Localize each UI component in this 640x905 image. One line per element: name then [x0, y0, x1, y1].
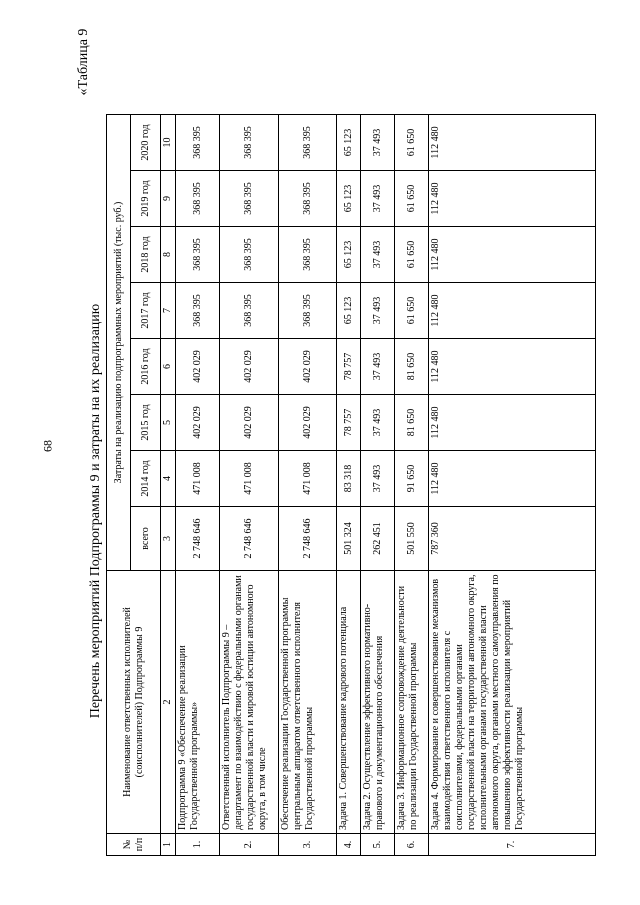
row-name: Задача 2. Осуществление эффективного нормативно-правового и документационного обеспечения [361, 571, 395, 834]
row-value: 65 123 [337, 171, 361, 227]
row-value: 368 395 [176, 114, 220, 170]
row-value: 402 029 [220, 339, 279, 395]
row-value: 78 757 [337, 339, 361, 395]
row-total: 262 451 [361, 507, 395, 571]
row-value: 112 480 [429, 451, 596, 507]
row-value: 37 493 [361, 451, 395, 507]
row-total: 2 748 646 [176, 507, 220, 571]
row-value: 368 395 [220, 283, 279, 339]
row-value: 78 757 [337, 395, 361, 451]
row-value: 81 650 [395, 395, 429, 451]
row-value: 368 395 [220, 171, 279, 227]
header-name: Наименование ответственных исполнителей (соисполнителей) Подпрограммы 9 [107, 571, 161, 834]
row-value: 368 395 [220, 114, 279, 170]
row-value: 368 395 [176, 227, 220, 283]
row-value: 402 029 [176, 395, 220, 451]
row-value: 402 029 [279, 395, 337, 451]
row-value: 65 123 [337, 114, 361, 170]
column-number-row [161, 114, 176, 855]
row-number: 1. [176, 834, 220, 856]
row-value: 61 650 [395, 114, 429, 170]
row-number: 6. [395, 834, 429, 856]
row-value: 83 318 [337, 451, 361, 507]
header-year: 2019 год [131, 171, 161, 227]
document-title: Перечень мероприятий Подпрограммы 9 и затраты на их реализацию [88, 303, 103, 719]
header-year: 2016 год [131, 339, 161, 395]
header-year: 2017 год [131, 283, 161, 339]
column-number: 10 [161, 114, 176, 170]
header-costs: Затраты на реализацию подпрограммных мероприятий (тыс. руб.) [107, 114, 131, 570]
table-row [220, 114, 279, 855]
rotated-table-wrapper [106, 115, 596, 856]
row-value: 368 395 [279, 227, 337, 283]
row-value: 112 480 [429, 114, 596, 170]
row-value: 37 493 [361, 339, 395, 395]
column-number: 8 [161, 227, 176, 283]
header-year: 2015 год [131, 395, 161, 451]
row-value: 368 395 [176, 283, 220, 339]
row-value: 65 123 [337, 283, 361, 339]
row-name: Задача 4. Формирование и совершенствование механизмов взаимодействия ответственного исполнителя с соисполнителями, федеральными органами государственной власти на территории автономного округа, исполнительными органами государственной власти автономного округа, органами местного самоуправления по повышению эффективности реализации мероприятий Государственной программы [429, 571, 596, 834]
row-value: 112 480 [429, 395, 596, 451]
row-number: 2. [220, 834, 279, 856]
header-year: 2020 год [131, 114, 161, 170]
row-value: 61 650 [395, 283, 429, 339]
row-value: 37 493 [361, 114, 395, 170]
header-row-1 [107, 114, 131, 855]
table-row [361, 114, 395, 855]
row-value: 402 029 [220, 395, 279, 451]
column-number: 2 [161, 571, 176, 834]
row-value: 471 008 [279, 451, 337, 507]
column-number: 7 [161, 283, 176, 339]
row-total: 2 748 646 [279, 507, 337, 571]
table-row [395, 114, 429, 855]
table-label: «Таблица 9 [76, 28, 91, 96]
column-number: 1 [161, 834, 176, 856]
column-number: 6 [161, 339, 176, 395]
costs-table [106, 114, 596, 856]
row-value: 61 650 [395, 171, 429, 227]
row-value: 61 650 [395, 227, 429, 283]
column-number: 9 [161, 171, 176, 227]
row-value: 112 480 [429, 227, 596, 283]
column-number: 5 [161, 395, 176, 451]
row-value: 368 395 [279, 114, 337, 170]
row-value: 368 395 [176, 171, 220, 227]
row-name: Задача 1. Совершенствование кадрового потенциала [337, 571, 361, 834]
header-num: № п/п [107, 834, 161, 856]
row-value: 91 650 [395, 451, 429, 507]
row-value: 37 493 [361, 283, 395, 339]
row-value: 368 395 [279, 171, 337, 227]
row-value: 37 493 [361, 227, 395, 283]
header-total: всего [131, 507, 161, 571]
row-value: 402 029 [176, 339, 220, 395]
row-total: 2 748 646 [220, 507, 279, 571]
row-value: 471 008 [220, 451, 279, 507]
row-value: 37 493 [361, 171, 395, 227]
row-total: 501 550 [395, 507, 429, 571]
row-number: 3. [279, 834, 337, 856]
header-year: 2014 год [131, 451, 161, 507]
table-row [337, 114, 361, 855]
row-total: 501 324 [337, 507, 361, 571]
table-row [176, 114, 220, 855]
header-year: 2018 год [131, 227, 161, 283]
row-value: 471 008 [176, 451, 220, 507]
row-value: 81 650 [395, 339, 429, 395]
row-number: 7. [429, 834, 596, 856]
row-value: 368 395 [220, 227, 279, 283]
row-name: Ответственный исполнитель Подпрограммы 9 – департамент по взаимодействию с федеральными органами государственной власти и мировой юстиции автономного округа, в том числе [220, 571, 279, 834]
row-value: 112 480 [429, 339, 596, 395]
row-value: 402 029 [279, 339, 337, 395]
row-value: 37 493 [361, 395, 395, 451]
row-value: 368 395 [279, 283, 337, 339]
column-number: 4 [161, 451, 176, 507]
row-number: 4. [337, 834, 361, 856]
page-number: 68 [40, 440, 55, 452]
column-number: 3 [161, 507, 176, 571]
row-value: 112 480 [429, 171, 596, 227]
row-name: Обеспечение реализации Государственной программы центральным аппаратом ответственного исполнителя Государственной программы [279, 571, 337, 834]
row-value: 112 480 [429, 283, 596, 339]
row-name: Задача 3. Информационное сопровождение деятельности по реализации Государственной программы [395, 571, 429, 834]
table-row [429, 114, 596, 855]
row-value: 65 123 [337, 227, 361, 283]
row-number: 5. [361, 834, 395, 856]
row-total: 787 360 [429, 507, 596, 571]
row-name: Подпрограмма 9 «Обеспечение реализации Государственной программы» [176, 571, 220, 834]
table-row [279, 114, 337, 855]
